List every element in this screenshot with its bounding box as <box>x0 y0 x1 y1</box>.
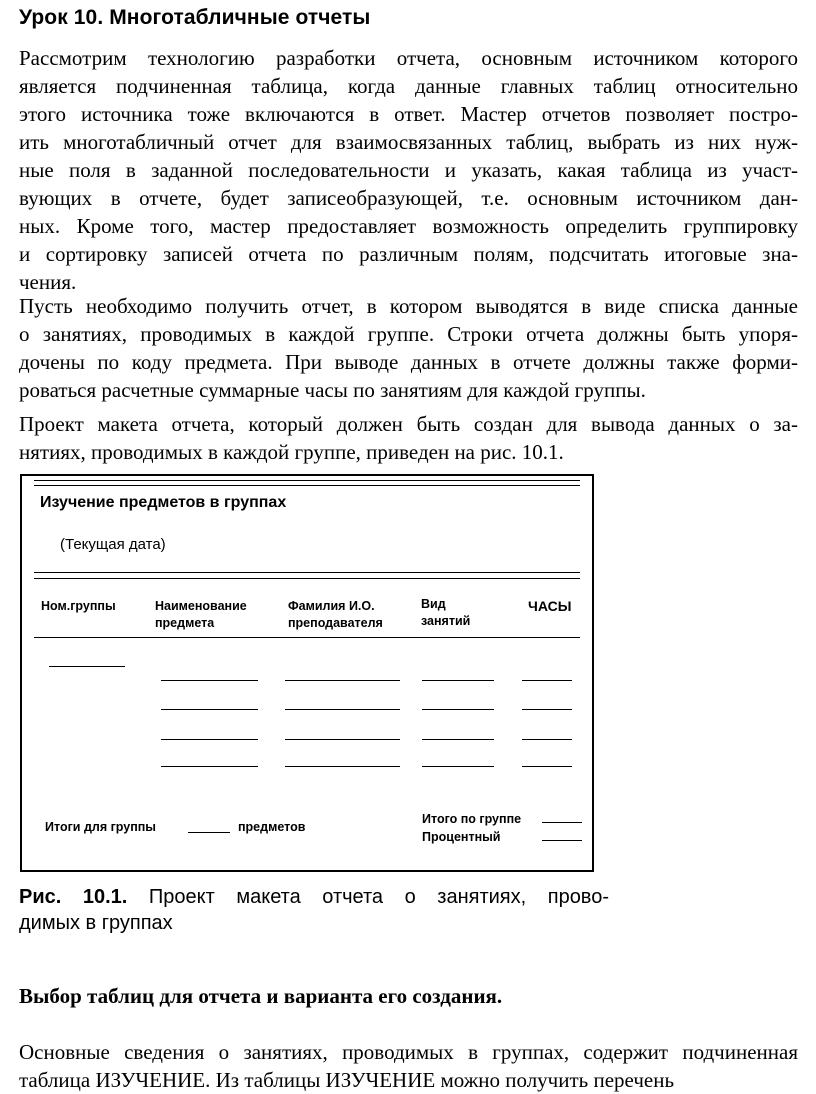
column-header-teacher <box>288 598 383 632</box>
field-blank <box>522 739 572 740</box>
text-line: является подчиненная таблица, когда данные главных таблиц относительно <box>19 74 798 98</box>
divider <box>34 485 580 486</box>
text-line: нятиях, проводимых в каждой группе, приведен на рис. 10.1. <box>19 440 564 464</box>
field-blank <box>161 766 258 767</box>
header-line: Фамилия И.О. <box>288 599 375 613</box>
section-heading: Выбор таблиц для отчета и варианта его создания. <box>19 984 503 1008</box>
text-line: Проект макета отчета, который должен быть создан для вывода данных о за- <box>19 412 798 436</box>
caption-line: димых в группах <box>19 912 173 934</box>
field-blank <box>285 680 400 681</box>
group-num-blank <box>49 666 125 667</box>
caption-line <box>19 884 609 910</box>
text-line: вующих в отчете, будет записеобразующей, т.е. основным источником дан- <box>19 186 798 210</box>
field-blank <box>161 739 258 740</box>
text-line: таблица ИЗУЧЕНИЕ. Из таблицы ИЗУЧЕНИЕ можно получить перечень <box>19 1068 675 1092</box>
text-line: о занятиях, проводимых в каждой группе. Строки отчета должны быть упоря- <box>19 322 798 346</box>
column-header-group-num: Ном.группы <box>41 599 116 613</box>
caption-text: Проект макета отчета о занятиях, прово- <box>127 886 609 908</box>
figure-caption <box>19 884 609 936</box>
header-line: предмета <box>155 616 215 630</box>
field-blank <box>422 739 494 740</box>
footer-subjects-label: предметов <box>238 820 306 834</box>
field-blank <box>522 766 572 767</box>
report-layout-figure <box>20 474 594 872</box>
field-blank <box>285 766 400 767</box>
lesson-title: Урок 10. Многотабличные отчеты <box>19 6 371 29</box>
header-line: Вид <box>421 597 446 611</box>
text-line: ных. Кроме того, мастер предоставляет возможность определить группировку <box>19 214 798 238</box>
column-header-subject <box>155 598 247 632</box>
paragraph-task <box>19 292 798 404</box>
divider <box>34 578 580 579</box>
text-line: чения. <box>19 270 77 294</box>
text-line: Основные сведения о занятиях, проводимых в группах, содержит подчиненная <box>19 1040 798 1064</box>
text-line: дочены по коду предмета. При выводе данных в отчете должны также форми- <box>19 350 798 374</box>
divider <box>34 637 580 638</box>
text-line: Рассмотрим технологию разработки отчета, основным источником которого <box>19 46 798 70</box>
field-blank <box>522 709 572 710</box>
text-line: и сортировку записей отчета по различным полям, подсчитать итоговые зна- <box>19 242 798 266</box>
text-line: ить многотабличный отчет для взаимосвязанных таблиц, выбрать из них нуж- <box>19 130 798 154</box>
divider <box>34 480 580 481</box>
figure-report-title: Изучение предметов в группах <box>40 494 287 511</box>
field-blank <box>522 680 572 681</box>
footer-group-total-label: Итого по группе <box>422 812 522 826</box>
field-blank <box>285 739 400 740</box>
figure-date-placeholder: (Текущая дата) <box>60 536 166 553</box>
caption-label: Рис. 10.1. <box>19 886 128 908</box>
field-blank <box>422 766 494 767</box>
divider <box>34 572 580 573</box>
header-line: Наименование <box>155 599 247 613</box>
field-blank <box>161 709 258 710</box>
field-blank <box>285 709 400 710</box>
paragraph-layout-ref <box>19 410 798 466</box>
footer-group-totals-label: Итоги для группы <box>45 820 156 834</box>
field-blank <box>542 822 582 823</box>
field-blank <box>188 832 230 833</box>
header-line: занятий <box>421 614 471 628</box>
text-line: Пусть необходимо получить отчет, в котором выводятся в виде списка данные <box>19 294 798 318</box>
text-line: ные поля в заданной последовательности и указать, какая таблица из участ- <box>19 158 798 182</box>
field-blank <box>422 680 494 681</box>
text-line: роваться расчетные суммарные часы по занятиям для каждой группы. <box>19 378 646 402</box>
footer-percent-label: Процентный <box>422 830 501 844</box>
field-blank <box>422 709 494 710</box>
text-line: этого источника тоже включаются в ответ. Мастер отчетов позволяет постро- <box>19 102 798 126</box>
header-line: преподавателя <box>288 616 383 630</box>
column-header-kind <box>421 596 470 630</box>
field-blank <box>542 840 582 841</box>
paragraph-main-info <box>19 1038 798 1094</box>
paragraph-intro <box>19 44 798 296</box>
field-blank <box>161 680 258 681</box>
column-header-hours: ЧАСЫ <box>528 598 572 614</box>
